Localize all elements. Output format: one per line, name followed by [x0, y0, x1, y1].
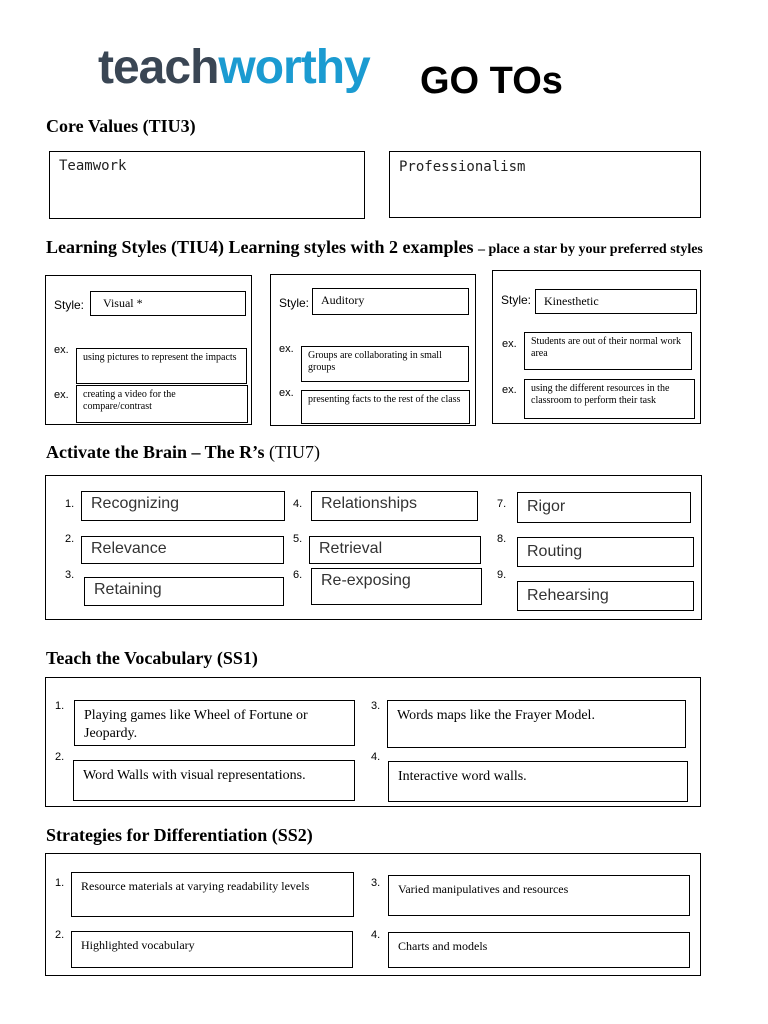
diff-text: Charts and models: [398, 939, 488, 953]
diff-item-1[interactable]: [71, 872, 354, 917]
item-number: 1.: [55, 877, 65, 889]
item-number: 9.: [497, 569, 507, 581]
style-value: Auditory: [321, 293, 365, 307]
item-number: 4.: [371, 929, 381, 941]
example-input-visual-2[interactable]: [76, 385, 248, 423]
example-input-auditory-1[interactable]: [301, 346, 469, 382]
activate-brain-title: Activate the Brain –: [46, 442, 205, 462]
diff-item-2[interactable]: [71, 931, 353, 968]
vocab-text: Playing games like Wheel of Fortune or Jeopardy.: [84, 708, 308, 741]
vocab-item-1[interactable]: [74, 700, 355, 746]
core-values-heading: Core Values (TIU3): [46, 116, 196, 136]
learning-styles-heading: [46, 237, 703, 258]
item-number: 6.: [293, 569, 303, 581]
example-text: Groups are collaborating in small groups: [308, 350, 442, 373]
vocab-text: Interactive word walls.: [398, 769, 527, 784]
differentiation-heading: Strategies for Differentiation (SS2): [46, 825, 313, 845]
r-item-retrieval[interactable]: [309, 536, 481, 564]
r-item-text: Rehearsing: [527, 587, 609, 604]
r-item-text: Rigor: [527, 498, 566, 515]
ex-label: ex.: [54, 344, 69, 356]
item-number: 1.: [55, 700, 65, 712]
vocab-item-2[interactable]: [73, 760, 355, 801]
vocab-text: Words maps like the Frayer Model.: [397, 708, 595, 723]
diff-text: Resource materials at varying readability levels: [81, 879, 310, 893]
r-item-re-exposing[interactable]: [311, 568, 482, 605]
vocabulary-heading: Teach the Vocabulary (SS1): [46, 648, 258, 668]
item-number: 5.: [293, 533, 303, 545]
example-input-auditory-2[interactable]: [301, 390, 470, 424]
r-item-relationships[interactable]: [311, 491, 478, 521]
r-item-text: Routing: [527, 543, 583, 560]
r-item-relevance[interactable]: [81, 536, 284, 564]
item-number: 3.: [65, 569, 75, 581]
r-item-text: Relevance: [91, 540, 167, 557]
item-number: 2.: [55, 929, 65, 941]
logo-text-teach: teach: [98, 41, 219, 94]
item-number: 2.: [65, 533, 75, 545]
activate-brain-code: (TIU7): [264, 442, 320, 462]
example-input-kinesthetic-1[interactable]: [524, 332, 692, 370]
example-text: using the different resources in the classroom to perform their task: [531, 383, 670, 406]
r-item-text: Retaining: [94, 581, 162, 598]
ex-label: ex.: [279, 343, 294, 355]
style-label: Style:: [279, 296, 310, 310]
vocab-item-3[interactable]: [387, 700, 686, 748]
diff-text: Highlighted vocabulary: [81, 938, 195, 952]
logo-text-worthy: worthy: [218, 41, 370, 94]
vocab-text: Word Walls with visual representations.: [83, 768, 306, 783]
core-value-box-1[interactable]: [49, 151, 365, 219]
example-input-visual-1[interactable]: [76, 348, 247, 384]
item-number: 7.: [497, 498, 507, 510]
diff-text: Varied manipulatives and resources: [398, 882, 569, 896]
example-text: using pictures to represent the impacts: [83, 352, 237, 363]
r-item-rehearsing[interactable]: [517, 581, 694, 611]
example-input-kinesthetic-2[interactable]: [524, 379, 695, 419]
r-item-text: Relationships: [321, 495, 418, 512]
core-value-box-2[interactable]: [389, 151, 701, 218]
item-number: 4.: [371, 751, 381, 763]
core-value-text: Professionalism: [399, 159, 526, 175]
ex-label: ex.: [502, 338, 517, 350]
vocab-item-4[interactable]: [388, 761, 688, 802]
ex-label: ex.: [54, 389, 69, 401]
style-label: Style:: [54, 298, 85, 312]
learning-styles-title: Learning Styles (TIU4) Learning styles with 2 examples: [46, 237, 474, 257]
item-number: 3.: [371, 877, 381, 889]
item-number: 8.: [497, 533, 507, 545]
diff-item-4[interactable]: [388, 932, 690, 968]
item-number: 2.: [55, 751, 65, 763]
r-item-routing[interactable]: [517, 537, 694, 567]
style-value: Visual *: [103, 296, 143, 310]
example-text: Students are out of their normal work area: [531, 336, 681, 359]
diff-item-3[interactable]: [388, 875, 690, 916]
example-text: creating a video for the compare/contrast: [83, 389, 176, 412]
r-item-recognizing[interactable]: [81, 491, 285, 521]
activate-brain-rs: The R’s: [204, 442, 265, 462]
r-item-text: Recognizing: [91, 495, 180, 512]
r-item-text: Re-exposing: [321, 572, 411, 589]
item-number: 4.: [293, 498, 303, 510]
ex-label: ex.: [279, 387, 294, 399]
r-item-retaining[interactable]: [84, 577, 284, 606]
ex-label: ex.: [502, 384, 517, 396]
item-number: 1.: [65, 498, 75, 510]
learning-styles-instruction: – place a star by your preferred styles: [478, 242, 703, 257]
r-item-rigor[interactable]: [517, 492, 691, 523]
activate-brain-heading: [46, 442, 320, 463]
example-text: presenting facts to the rest of the class: [308, 394, 461, 405]
style-value: Kinesthetic: [544, 294, 599, 308]
style-input-auditory[interactable]: [312, 288, 469, 315]
style-label: Style:: [501, 293, 532, 307]
teachworthy-logo: [98, 40, 370, 96]
style-input-kinesthetic[interactable]: [535, 289, 697, 314]
style-input-visual[interactable]: [90, 291, 246, 316]
item-number: 3.: [371, 700, 381, 712]
core-value-text: Teamwork: [59, 158, 127, 174]
page-title: GO TOs: [420, 60, 563, 102]
r-item-text: Retrieval: [319, 540, 383, 557]
